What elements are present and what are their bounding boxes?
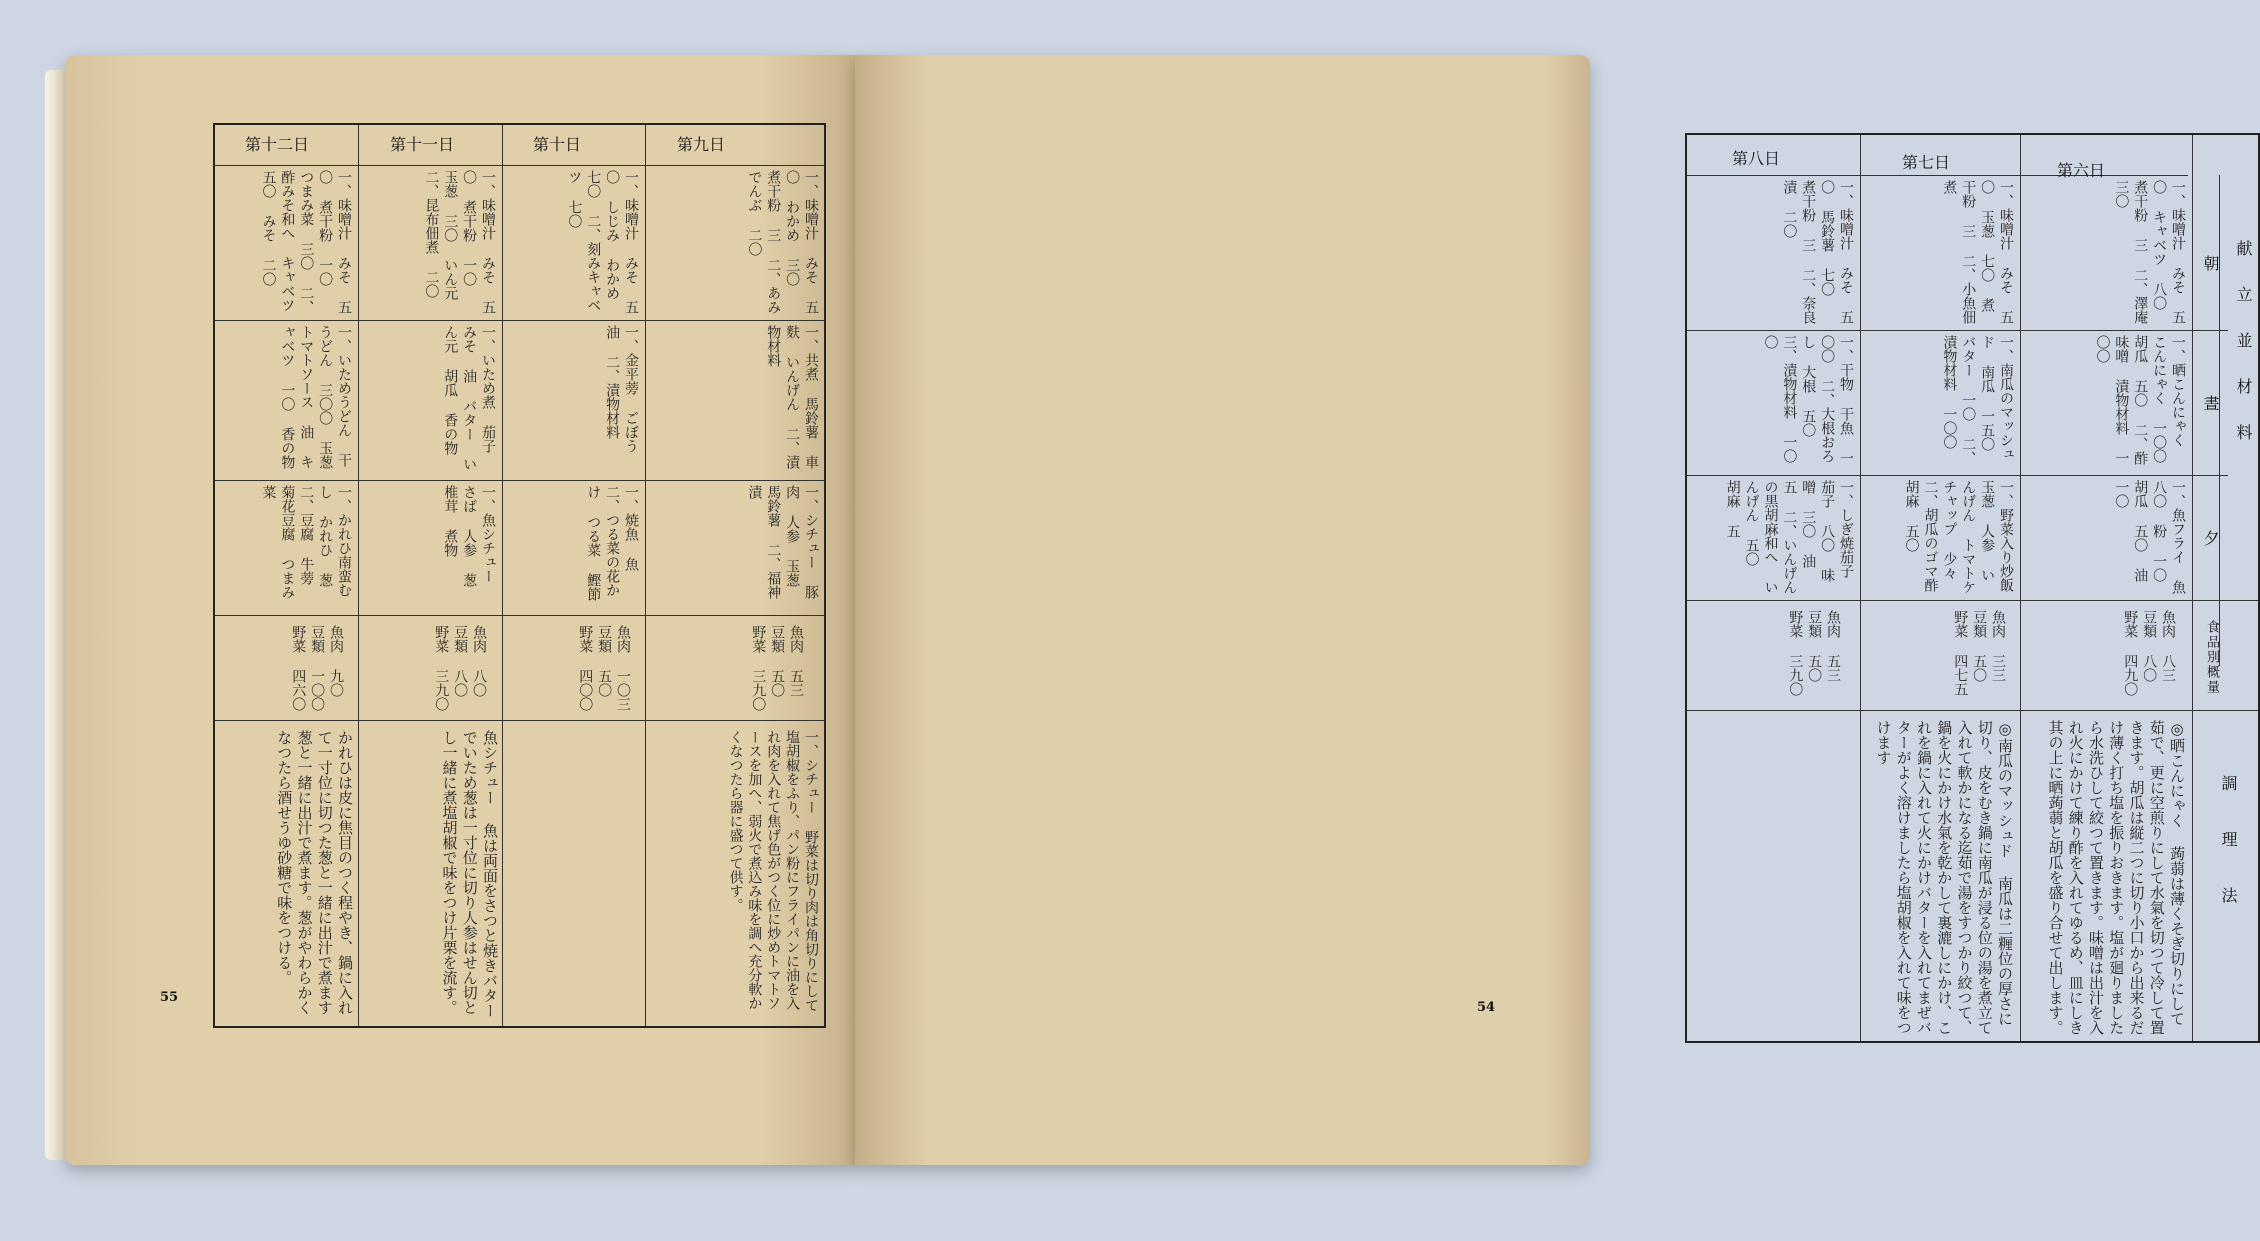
left-menu-table	[213, 123, 826, 1028]
day6-dinner: 一、魚フライ 魚 八〇 粉 一〇 胡瓜 五〇 油 一〇	[2113, 480, 2186, 594]
day9-cooking: 一、シチュー 野菜は切り肉は角切りにして塩胡椒をふり、パン粉にフライパンに油を入れ肉を入れて焦げ色がつく位に炒めトマトソースを加へ、弱火で煮込み味を調へ充分軟かくなつたら器に盛つて供す。	[727, 730, 819, 1012]
day9-lunch: 一、共煮 馬鈴薯 車麩 いんげん 二、漬物材料	[765, 325, 819, 469]
day6-cooking: ◎晒こんにゃく 蒟蒻は薄くそぎ切りにして茹で、更に空煎りにして水氣を切つて冷して置きます。胡瓜は縦二つに切り小口から出来るだけ薄く打ち塩を振りおきます。塩が廻りましたら水洗ひして絞つて置きます。味噌は出汁を入れ火にかけて練り酢を入れてゆるめ、皿にしき其の上に晒蒟蒻と胡瓜を盛り合せて出します。	[2046, 720, 2186, 1035]
day11-lunch: 一、いため煮 茄子 みそ 油 バター いん元 胡瓜 香の物	[442, 325, 496, 471]
day8-lunch: 一、干物 干魚 一〇〇 二、大根おろし 大根 五〇 三、漬物材料 一〇〇	[1762, 335, 1854, 465]
row-label-lunch: 晝	[2201, 395, 2220, 417]
day-header-12: 第十二日	[245, 135, 310, 154]
day11-breakfast: 一、味噌汁 みそ 五〇 煮干粉 一〇 玉葱 三〇 いん元 二、昆布佃煮 二〇	[423, 170, 496, 314]
day10-cooking	[507, 730, 640, 1020]
row-label-cooking: 調理法	[2219, 775, 2238, 943]
day-header-7: 第七日	[1902, 153, 1951, 172]
day10-breakfast: 一、味噌汁 みそ 五〇 しじみ わかめ 七〇 二、刻みキャベツ 七〇	[566, 170, 639, 314]
day-header-11: 第十一日	[390, 135, 455, 154]
day8-food-amounts: 魚肉 五三 豆類 五〇 野菜 三九〇	[1787, 610, 1841, 696]
row-label-food-amounts: 食品別概量	[2204, 620, 2219, 695]
day12-cooking: かれひは皮に焦目のつく程やき、鍋に入れて一寸位に切つた葱と一緒に出汁で煮ます葱と一緒に出汁で煮ます。葱がやわらかくなつたら酒せうゆ砂糖で味をつける。	[275, 730, 354, 1015]
day10-lunch: 一、金平蒡 ごぼう 油 二、漬物材料	[604, 325, 639, 453]
day-header-6: 第六日	[2057, 161, 2106, 180]
day12-lunch: 一、いためうどん 干うどん 三〇〇 玉葱 トマトソース 油 キャベツ 一〇 香の物	[279, 325, 352, 469]
row-label-menu: 献立並材料	[2234, 240, 2253, 470]
day9-food-amounts: 魚肉 五三 豆類 五〇 野菜 三九〇	[750, 625, 804, 711]
day-header-10: 第十日	[533, 135, 582, 154]
day11-dinner: 一、魚シチュー さば 人参 葱 椎茸 煮物	[442, 485, 496, 587]
left-page	[65, 55, 855, 1165]
open-book	[45, 55, 2253, 1165]
day8-breakfast: 一、味噌汁 みそ 五〇 馬鈴薯 七〇 煮干粉 三 二、奈良漬 二〇	[1781, 180, 1854, 324]
right-page	[855, 55, 2253, 1165]
day12-food-amounts: 魚肉 九〇 豆類 一〇〇 野菜 四六〇	[290, 625, 344, 711]
day7-dinner: 一、野菜入り炒飯 玉葱 人参 いんげん トマトケチャップ 少々 二、胡瓜のゴマ酢 胡麻 五〇	[1903, 480, 2014, 594]
day-header-8: 第八日	[1732, 149, 1781, 168]
right-menu-table	[1685, 133, 2260, 1043]
day7-lunch: 一、南瓜のマッシュド 南瓜 一五〇 バター 一〇 二、漬物材料 一〇〇	[1941, 335, 2014, 465]
row-label-dinner: 夕	[2201, 530, 2220, 552]
day11-cooking: 魚シチュー 魚は両面をさつと焼きバターでいため葱は一寸位に切り人参はせん切とし一緒に煮塩胡椒で味をつけ片栗を流す。	[440, 730, 499, 1018]
day12-dinner: 一、かれひ南蛮むし かれひ 葱 二、豆腐 牛蒡 菊花豆腐 つまみ菜	[260, 485, 352, 599]
day8-dinner: 一、しぎ焼茄子 茄子 八〇 味噌 三〇 油 五 二、いんげんの黒胡麻和へ いんげん 五〇 胡麻 五	[1724, 480, 1854, 594]
day9-breakfast: 一、味噌汁 みそ 五〇 わかめ 三〇 煮干粉 三 二、あみでんぶ 二〇	[746, 170, 819, 314]
day12-breakfast: 一、味噌汁 みそ 五〇 煮干粉 一〇 つまみ菜 三〇 二、酢みそ和へ キャベツ 五〇 みそ 二〇	[260, 170, 352, 314]
day9-dinner: 一、シチュー 豚肉 人参 玉葱 馬鈴薯 二、福神漬	[746, 485, 819, 599]
day8-cooking	[1692, 720, 1855, 1035]
day7-cooking: ◎南瓜のマッシュド 南瓜は二糎位の厚さに切り、皮をむき鍋に南瓜が浸る位の湯を煮立て入れて軟かになる迄茹で湯をすつかり絞つて、鍋を火にかけ水氣を乾かして裏漉しにかけ、これを鍋に入れて火にかけバターを入れてまぜバターがよく溶けましたら塩胡椒を入れて味をつけます	[1874, 720, 2014, 1035]
page-number-right: 54	[1477, 1000, 1496, 1015]
day6-lunch: 一、晒こんにゃく こんにゃく 一〇〇 胡瓜 五〇 二、酢味噌 漬物材料 一〇〇	[2094, 335, 2186, 465]
day6-food-amounts: 魚肉 八三 豆類 八〇 野菜 四九〇	[2122, 610, 2176, 696]
day6-breakfast: 一、味噌汁 みそ 五〇 キャベツ 八〇 煮干粉 三 二、澤庵 三〇	[2113, 180, 2186, 324]
page-number-left: 55	[160, 990, 179, 1005]
day-header-9: 第九日	[677, 135, 726, 154]
day10-food-amounts: 魚肉 一〇三 豆類 五〇 野菜 四〇〇	[577, 625, 631, 711]
day10-dinner: 一、焼魚 魚 二、つる菜の花かけ つる菜 鰹節	[585, 485, 639, 601]
day7-breakfast: 一、味噌汁 みそ 五〇 玉葱 七〇 煮干粉 三 二、小魚佃煮	[1941, 180, 2014, 324]
day7-food-amounts: 魚肉 三三 豆類 五〇 野菜 四七五	[1952, 610, 2006, 696]
row-label-breakfast: 朝	[2201, 255, 2220, 277]
day11-food-amounts: 魚肉 八〇 豆類 八〇 野菜 三九〇	[433, 625, 487, 711]
